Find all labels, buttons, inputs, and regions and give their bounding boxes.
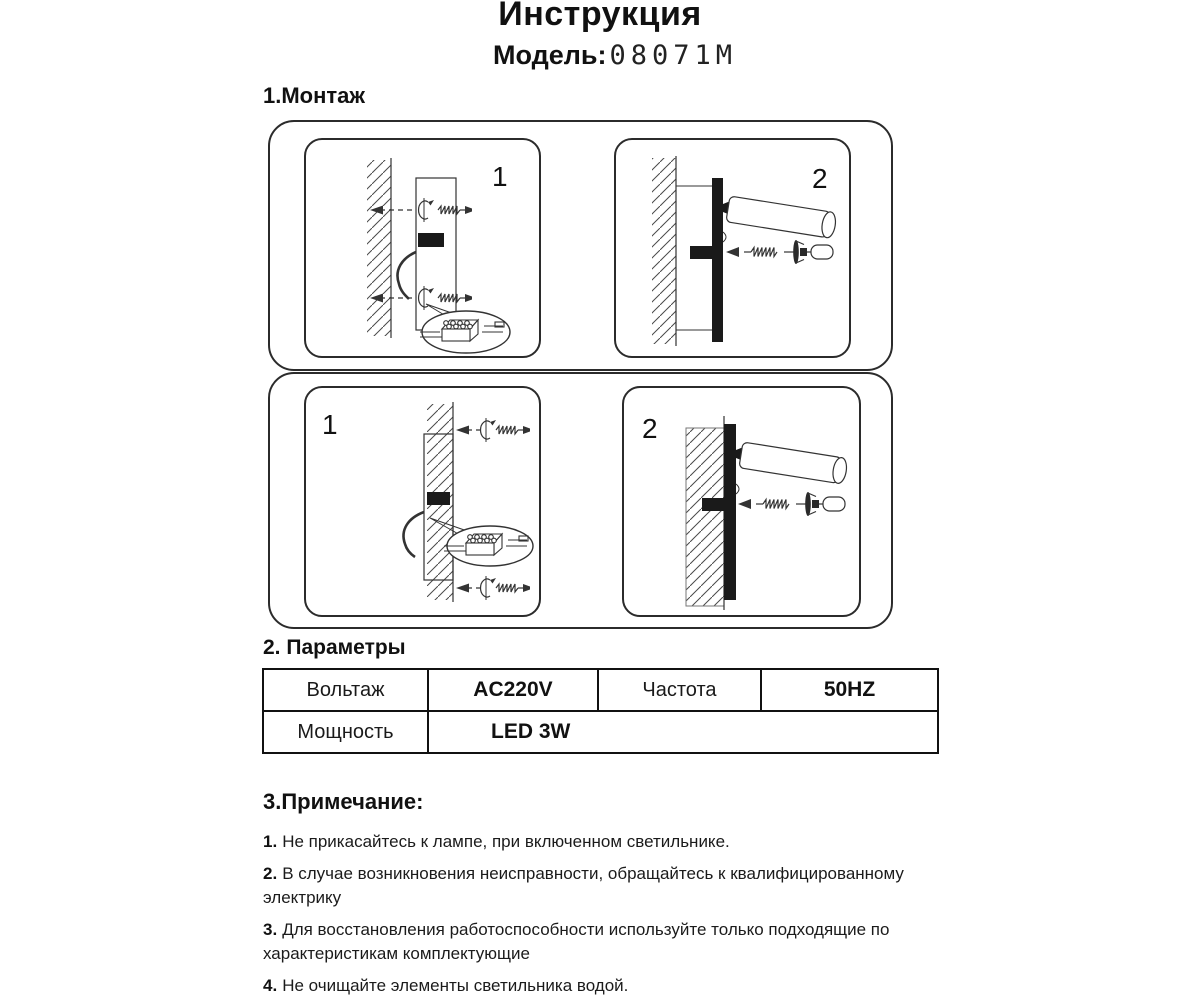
montage-diagram-lamp-mounting: [616, 140, 849, 356]
note-number: 1.: [263, 832, 278, 851]
step-number: 2: [812, 163, 828, 194]
montage-step-2-panel: [614, 138, 851, 358]
rotation-icon: [481, 418, 496, 442]
model-number: 08071M: [609, 40, 738, 71]
section-heading-params: 2. Параметры: [263, 636, 406, 659]
note-number: 4.: [263, 976, 278, 995]
wall-anchor-tab: [702, 498, 724, 511]
note-number: 2.: [263, 864, 278, 883]
montage-step-2-panel-alt: [622, 386, 861, 617]
step-number: 1: [322, 409, 338, 440]
arrow-left-icon: [738, 499, 751, 509]
lamp-cylinder: [726, 196, 837, 239]
wall-anchor-tab: [690, 246, 712, 259]
model-line: [493, 40, 737, 71]
wall-hatch: [652, 158, 676, 344]
note-number: 3.: [263, 920, 278, 939]
junction-block: [418, 233, 444, 247]
arrow-left-icon: [726, 247, 739, 257]
table-row: [263, 669, 938, 711]
step-number: 2: [642, 413, 658, 444]
screw-icon: [496, 584, 530, 592]
frequency-value-cell: 50HZ: [761, 669, 938, 711]
fixture-bar: [712, 178, 723, 342]
note-item: [263, 830, 943, 854]
power-value-cell: LED 3W: [428, 711, 938, 753]
note-item: [263, 918, 943, 966]
montage-diagram-plate-mounting: [306, 140, 539, 356]
anchor-screw-icon: [744, 240, 833, 264]
voltage-label-cell: Вольтаж: [263, 669, 428, 711]
note-item: [263, 862, 943, 910]
power-label-cell: Мощность: [263, 711, 428, 753]
anchor-screw-icon: [756, 492, 845, 516]
rotation-icon: [481, 576, 496, 600]
table-row: [263, 711, 938, 753]
wall-hatch: [367, 160, 391, 336]
montage-diagram-plate-mounting-alt: [306, 388, 539, 615]
montage-group-1: [268, 120, 893, 371]
screw-icon: [496, 426, 530, 434]
note-text: Не прикасайтесь к лампе, при включенном светильнике.: [282, 832, 730, 851]
lamp-cylinder: [739, 442, 848, 484]
montage-step-1-panel-alt: [304, 386, 541, 617]
frequency-label-cell: Частота: [598, 669, 761, 711]
montage-step-1-panel: [304, 138, 541, 358]
page-title: Инструкция: [498, 0, 702, 33]
montage-group-2: [268, 372, 893, 629]
section-heading-notes: 3.Примечание:: [263, 789, 424, 814]
wire: [398, 252, 416, 299]
note-text: Для восстановления работоспособности используйте только подходящие по характеристикам комплектующие: [263, 920, 890, 963]
hook-mark: [736, 484, 739, 494]
section-heading-montage: 1.Монтаж: [263, 83, 366, 108]
model-label: Модель:: [493, 40, 607, 70]
wall-hatch: [686, 428, 724, 606]
note-item: [263, 974, 943, 998]
wire: [404, 512, 424, 557]
note-text: В случае возникновения неисправности, обращайтесь к квалифицированному электрику: [263, 864, 904, 907]
note-text: Не очищайте элементы светильника водой.: [282, 976, 629, 995]
montage-diagram-lamp-mounting-alt: [624, 388, 859, 615]
parameters-table: [262, 668, 939, 754]
notes-list: [263, 830, 943, 1000]
fixture-bar: [724, 424, 736, 600]
step-number: 1: [492, 161, 508, 192]
hook-mark: [723, 232, 726, 242]
junction-block: [427, 492, 450, 505]
voltage-value-cell: AC220V: [428, 669, 598, 711]
